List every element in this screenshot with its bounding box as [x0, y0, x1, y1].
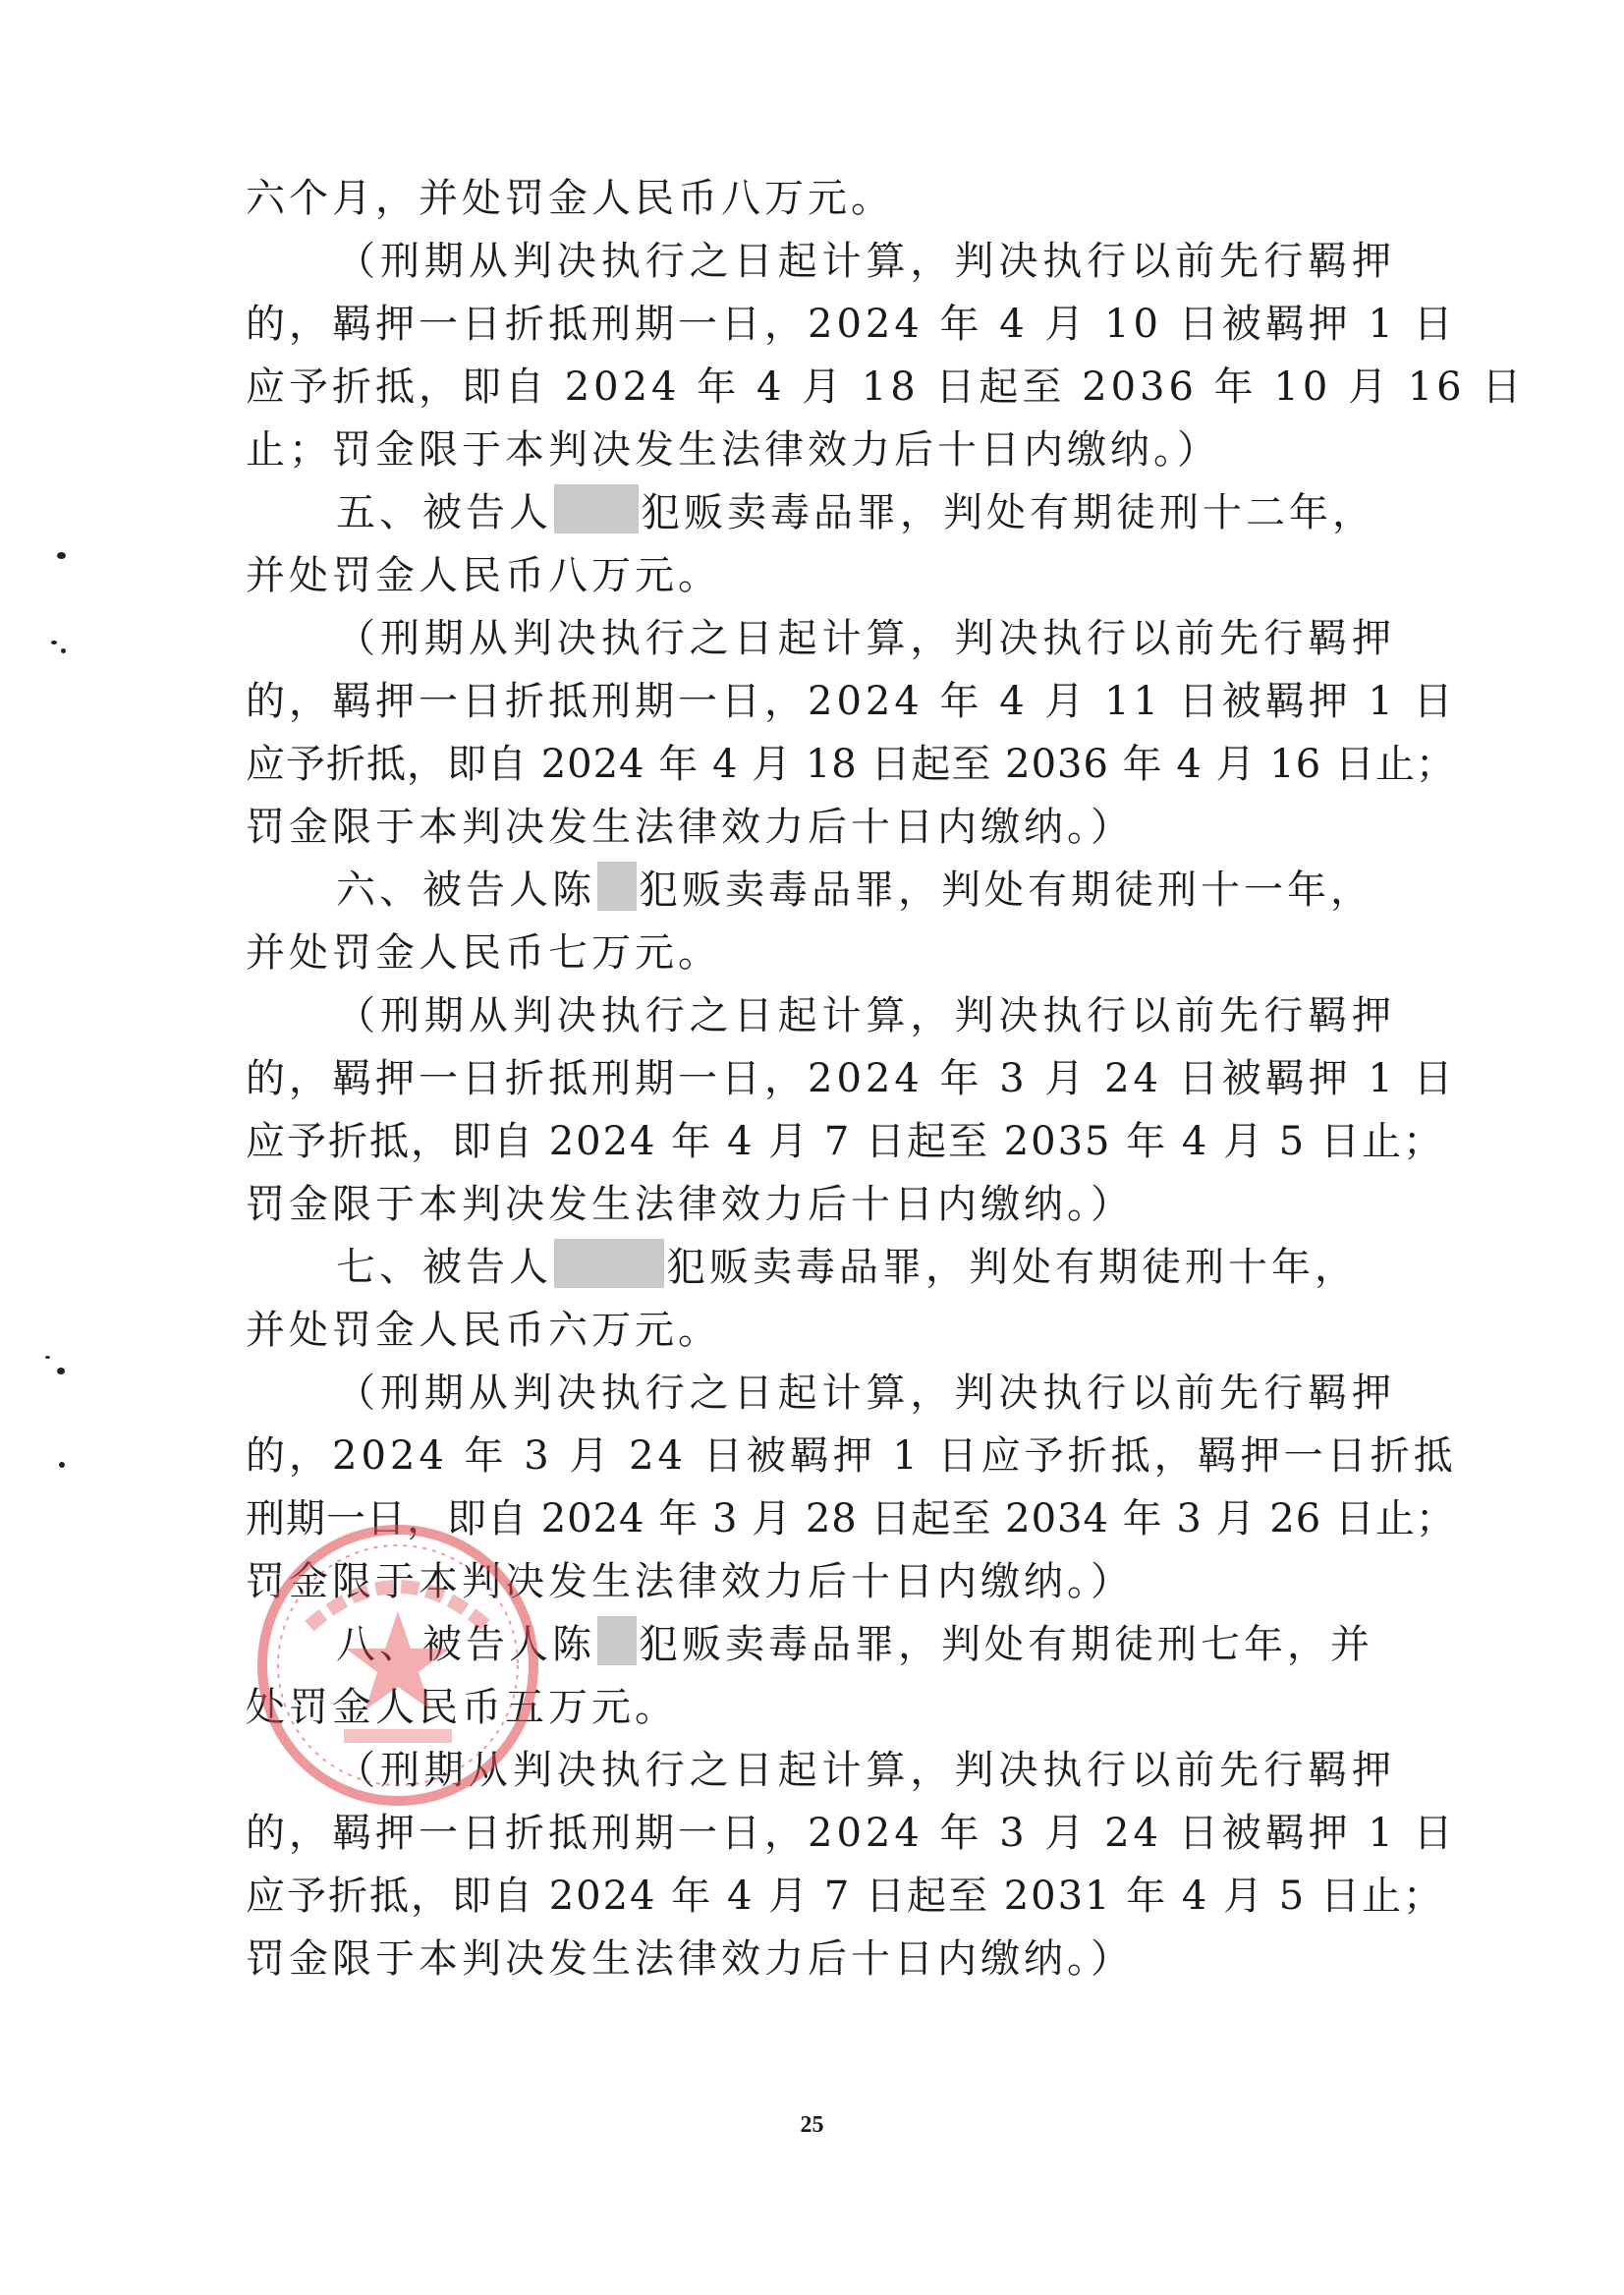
item-suffix: 犯贩卖毒品罪，判处有期徒刑十二年，: [641, 490, 1375, 535]
text-line: 并处罚金人民币七万元。: [246, 930, 721, 976]
scan-speck: [61, 648, 66, 653]
text-line: 的，羁押一日折抵刑期一日，2024 年 3 月 24 日被羁押 1 日: [246, 1811, 1457, 1856]
text-line: 应予折抵，即自 2024 年 4 月 18 日起至 2036 年 10 月 16 日: [246, 364, 1526, 410]
item-prefix: 八、被告人陈: [336, 1622, 595, 1667]
text-line: 处罚金人民币五万元。: [246, 1685, 678, 1730]
scan-speck: [45, 1356, 50, 1359]
text-line: 刑期一日，即自 2024 年 3 月 28 日起至 2034 年 3 月 26 日止；: [246, 1496, 1456, 1541]
text-line: （刑期从判决执行之日起计算，判决执行以前先行羁押: [336, 1748, 1395, 1793]
text-line: 罚金限于本判决发生法律效力后十日内缴纳。）: [246, 1559, 1134, 1604]
text-line: 罚金限于本判决发生法律效力后十日内缴纳。）: [246, 1182, 1134, 1227]
sentence-item-7: [246, 1236, 1395, 1299]
text-line: （刑期从判决执行之日起计算，判决执行以前先行羁押: [336, 616, 1395, 661]
text-line: 罚金限于本判决发生法律效力后十日内缴纳。）: [246, 1936, 1134, 1982]
text-line: 罚金限于本判决发生法律效力后十日内缴纳。）: [246, 805, 1134, 850]
text-line: 的，羁押一日折抵刑期一日，2024 年 3 月 24 日被羁押 1 日: [246, 1056, 1457, 1101]
scan-speck: [59, 1462, 65, 1468]
scan-speck: [57, 552, 66, 559]
text-line: 应予折抵，即自 2024 年 4 月 7 日起至 2035 年 4 月 5 日止；: [246, 1119, 1444, 1164]
text-line: 应予折抵，即自 2024 年 4 月 18 日起至 2036 年 4 月 16 日止；: [246, 742, 1456, 787]
item-suffix: 犯贩卖毒品罪，判处有期徒刑七年，并: [639, 1622, 1373, 1667]
text-line: 的，羁押一日折抵刑期一日，2024 年 4 月 11 日被羁押 1 日: [246, 679, 1457, 724]
redacted-name: [554, 484, 639, 533]
text-line: 六个月，并处罚金人民币八万元。: [246, 176, 894, 221]
sentence-item-8: [246, 1613, 1395, 1676]
sentence-item-5: [246, 481, 1395, 544]
text-line: （刑期从判决执行之日起计算，判决执行以前先行羁押: [336, 239, 1395, 284]
redacted-name: [554, 1239, 664, 1288]
item-prefix: 七、被告人: [336, 1245, 552, 1290]
redacted-name: [597, 1616, 637, 1665]
text-line: 并处罚金人民币八万元。: [246, 553, 721, 598]
text-line: 的，羁押一日折抵刑期一日，2024 年 4 月 10 日被羁押 1 日: [246, 302, 1457, 347]
text-line: 应予折抵，即自 2024 年 4 月 7 日起至 2031 年 4 月 5 日止；: [246, 1874, 1444, 1919]
item-prefix: 六、被告人陈: [336, 868, 595, 913]
redacted-name: [597, 862, 637, 911]
text-line: 的，2024 年 3 月 24 日被羁押 1 日应予折抵，羁押一日折抵: [246, 1433, 1457, 1479]
item-suffix: 犯贩卖毒品罪，判处有期徒刑十年，: [666, 1245, 1358, 1290]
text-line: 止；罚金限于本判决发生法律效力后十日内缴纳。）: [246, 427, 1220, 473]
item-suffix: 犯贩卖毒品罪，判处有期徒刑十一年，: [639, 868, 1373, 913]
item-prefix: 五、被告人: [336, 490, 552, 535]
text-line: 并处罚金人民币六万元。: [246, 1308, 721, 1353]
text-line: （刑期从判决执行之日起计算，判决执行以前先行羁押: [336, 1371, 1395, 1416]
text-line: （刑期从判决执行之日起计算，判决执行以前先行羁押: [336, 993, 1395, 1038]
scan-speck: [57, 1368, 65, 1374]
scan-speck: [51, 641, 57, 644]
sentence-item-6: [246, 859, 1395, 922]
page-number: 25: [800, 2112, 824, 2138]
